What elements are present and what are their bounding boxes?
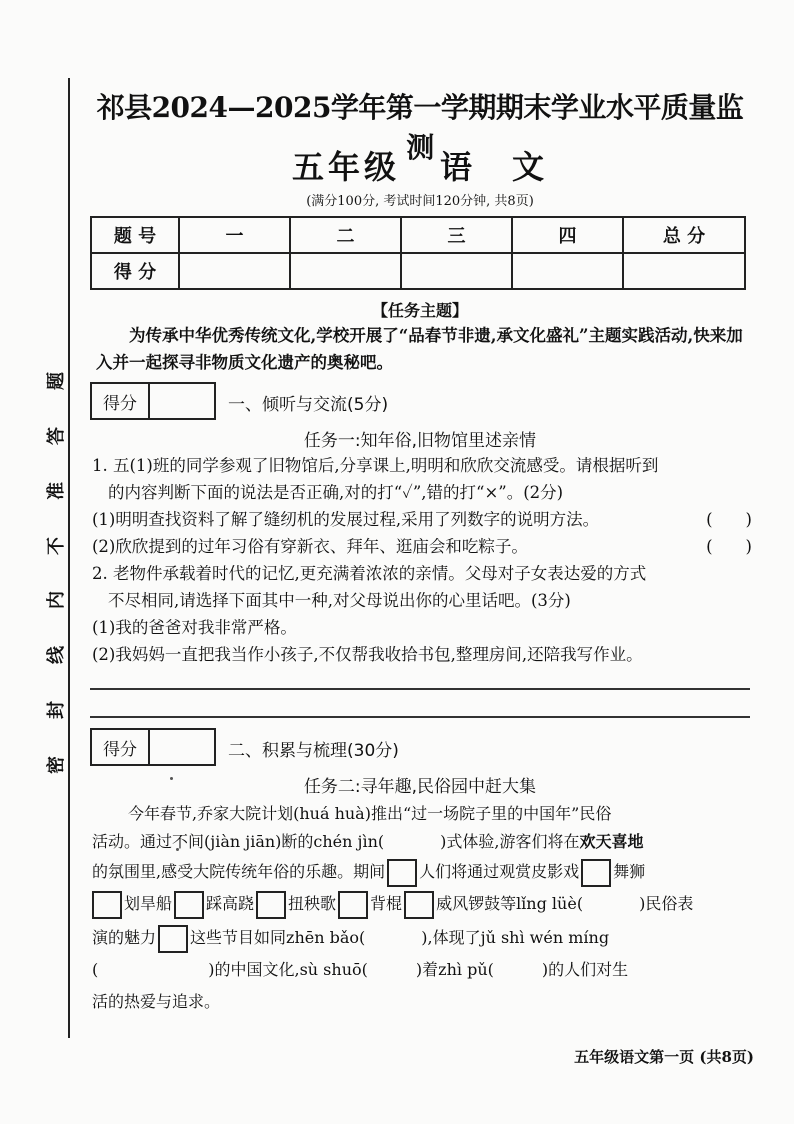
bold-word: 欢天喜地 bbox=[579, 832, 644, 851]
passage-text: 人们将通过观赏皮影戏 bbox=[419, 862, 580, 881]
score-cell: 四 bbox=[512, 217, 623, 253]
passage-text: 的氛围里,感受大院传统年俗的乐趣。期间 bbox=[92, 862, 386, 881]
score-input-cell[interactable] bbox=[623, 253, 745, 289]
task-theme-text: 为传承中华优秀传统文化,学校开展了“品春节非遗,承文化盛礼”主题实践活动,快来加入并一起探寻非物质文化遗产的奥秘吧。 bbox=[96, 326, 743, 372]
question-1-item-2 bbox=[92, 533, 752, 560]
score-box-label: 得分 bbox=[92, 730, 150, 764]
seal-char: 内 bbox=[46, 591, 67, 610]
binding-margin-line bbox=[68, 78, 70, 1038]
seal-char: 封 bbox=[46, 701, 67, 720]
passage-text: )的人们对生 bbox=[541, 960, 629, 979]
passage-text: 演的魅力 bbox=[92, 928, 157, 947]
exam-subject bbox=[90, 142, 750, 188]
seal-char: 题 bbox=[46, 372, 67, 390]
seal-char: 答 bbox=[46, 426, 67, 445]
answer-line[interactable] bbox=[90, 688, 750, 690]
score-cell: 三 bbox=[401, 217, 512, 253]
seal-char: 不 bbox=[46, 536, 67, 555]
punctuation-box[interactable] bbox=[387, 859, 417, 887]
score-table-header-row bbox=[91, 217, 745, 253]
section2-title: 二、积累与梳理(30分) bbox=[228, 741, 399, 761]
punctuation-box[interactable] bbox=[92, 891, 122, 919]
passage-text: 划旱船 bbox=[124, 894, 173, 913]
score-input-cell[interactable] bbox=[179, 253, 290, 289]
passage-line-6 bbox=[92, 956, 752, 983]
item-text: (2)欣欣提到的过年习俗有穿新衣、拜年、逛庙会和吃粽子。 bbox=[92, 537, 528, 556]
section1-title: 一、倾听与交流(5分) bbox=[228, 395, 389, 415]
punctuation-box[interactable] bbox=[338, 891, 368, 919]
answer-parentheses[interactable]: ( ) bbox=[706, 510, 752, 529]
punctuation-box[interactable] bbox=[158, 925, 188, 953]
score-table bbox=[90, 216, 746, 290]
section2-score-box bbox=[90, 728, 216, 766]
question-1-line-2: 的内容判断下面的说法是否正确,对的打“✓”,错的打“×”。(2分) bbox=[108, 483, 564, 502]
passage-line-1: 今年春节,乔家大院计划(huá huà)推出“过一场院子里的中国年”民俗 bbox=[128, 804, 612, 823]
passage-text: 扭秧歌 bbox=[288, 894, 337, 913]
passage-text: )着zhì pǔ( bbox=[415, 960, 494, 979]
question-2-option-2: (2)我妈妈一直把我当作小孩子,不仅帮我收拾书包,整理房间,还陪我写作业。 bbox=[92, 645, 643, 664]
task-theme-heading: 【任务主题】 bbox=[371, 301, 468, 320]
question-2-line-2: 不尽相同,请选择下面其中一种,对父母说出你的心里话吧。(3分) bbox=[108, 591, 571, 610]
passage-text: )的中国文化,sù shuō( bbox=[208, 960, 368, 979]
passage-line-4 bbox=[92, 890, 752, 919]
subject-label: 语 文 bbox=[440, 148, 549, 186]
question-2-option-1: (1)我的爸爸对我非常严格。 bbox=[92, 618, 297, 637]
passage-line-5 bbox=[92, 924, 752, 953]
question-1-line-1: 1. 五(1)班的同学参观了旧物馆后,分享课上,明明和欣欣交流感受。请根据听到 bbox=[92, 456, 659, 475]
score-box-label: 得分 bbox=[92, 384, 150, 418]
score-cell: 题 号 bbox=[91, 217, 179, 253]
score-box-input[interactable] bbox=[150, 384, 214, 418]
answer-line[interactable] bbox=[90, 716, 750, 718]
score-cell: 一 bbox=[179, 217, 290, 253]
passage-text: 舞狮 bbox=[613, 862, 646, 881]
punctuation-box[interactable] bbox=[174, 891, 204, 919]
passage-text: ),体现了jǔ shì wén míng bbox=[421, 928, 610, 947]
passage-text: 威风锣鼓等lǐng lüè( bbox=[436, 894, 584, 913]
seal-char: 密 bbox=[46, 755, 67, 774]
exam-note: (满分100分, 考试时间120分钟, 共8页) bbox=[306, 194, 534, 209]
score-table-score-row bbox=[91, 253, 745, 289]
page-footer: 五年级语文第一页 (共8页) bbox=[574, 1048, 754, 1066]
passage-text: 踩高跷 bbox=[206, 894, 255, 913]
passage-text: 背棍 bbox=[370, 894, 403, 913]
score-input-cell[interactable] bbox=[512, 253, 623, 289]
passage-text: )式体验,游客们将在 bbox=[440, 832, 580, 851]
score-cell: 二 bbox=[290, 217, 401, 253]
passage-text: ( bbox=[92, 960, 99, 979]
score-input-cell[interactable] bbox=[401, 253, 512, 289]
passage-line-3 bbox=[92, 858, 752, 887]
grade-label: 五年级 bbox=[291, 148, 400, 186]
section1-task: 任务一:知年俗,旧物馆里述亲情 bbox=[303, 431, 537, 451]
score-input-cell[interactable] bbox=[290, 253, 401, 289]
section2-task: 任务二:寻年趣,民俗园中赶大集 bbox=[303, 777, 537, 797]
question-2-line-1: 2. 老物件承载着时代的记忆,更充满着浓浓的亲情。父母对子女表达爱的方式 bbox=[92, 564, 647, 583]
passage-line-2 bbox=[92, 828, 752, 855]
punctuation-box[interactable] bbox=[404, 891, 434, 919]
passage-text: 活动。通过不间(jiàn jiān)断的chén jìn( bbox=[92, 832, 385, 851]
answer-parentheses[interactable]: ( ) bbox=[706, 537, 752, 556]
punctuation-box[interactable] bbox=[581, 859, 611, 887]
seal-char: 线 bbox=[46, 646, 67, 665]
passage-line-7: 活的热爱与追求。 bbox=[92, 992, 221, 1011]
passage-text: 这些节目如同zhēn bǎo( bbox=[190, 928, 366, 947]
passage-text: )民俗表 bbox=[639, 894, 694, 913]
question-1-item-1 bbox=[92, 506, 752, 533]
score-box-input[interactable] bbox=[150, 730, 214, 764]
item-text: (1)明明查找资料了解了缝纫机的发展过程,采用了列数字的说明方法。 bbox=[92, 510, 600, 529]
seal-char: 准 bbox=[46, 481, 67, 500]
seal-line-notice bbox=[44, 368, 66, 778]
score-cell: 得 分 bbox=[91, 253, 179, 289]
punctuation-box[interactable] bbox=[256, 891, 286, 919]
section1-score-box bbox=[90, 382, 216, 420]
exam-title: 祁县2024—2025学年第一学期期末学业水平质量监测 bbox=[96, 91, 744, 164]
score-cell: 总 分 bbox=[623, 217, 745, 253]
